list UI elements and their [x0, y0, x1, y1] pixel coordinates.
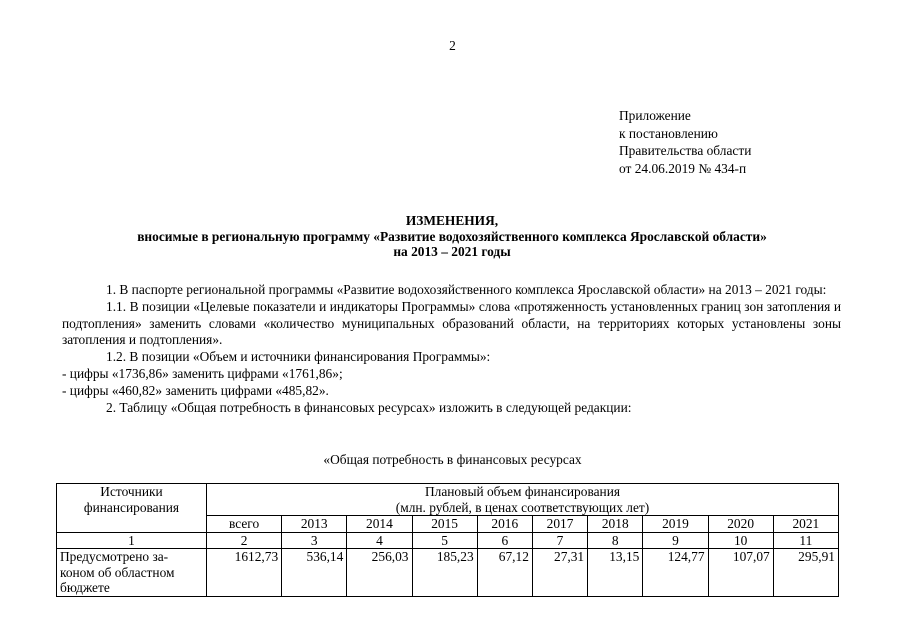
plan-header-line: Плановый объем финансирования — [424, 484, 621, 499]
year-column-header: 2019 — [643, 516, 708, 533]
column-number-cell: 1 — [57, 532, 207, 549]
appendix-block — [619, 107, 751, 177]
plan-header-line: (млн. рублей, в ценах соответствующих лет) — [395, 499, 650, 515]
title-line: ИЗМЕНЕНИЯ, — [405, 213, 499, 228]
year-column-header: 2017 — [532, 516, 587, 533]
appendix-line: Правительства области — [619, 143, 752, 158]
financing-table — [56, 483, 839, 597]
table-body — [57, 532, 839, 596]
appendix-line: от 24.06.2019 № 434-п — [619, 160, 747, 176]
year-column-header: 2015 — [412, 516, 477, 533]
value-cell: 185,23 — [412, 549, 477, 597]
value-cell: 1612,73 — [207, 549, 282, 597]
year-column-header: всего — [207, 516, 282, 533]
column-number-cell: 2 — [207, 532, 282, 549]
paragraph: 1.2. В позиции «Объем и источники финансирования Программы»: — [106, 349, 491, 365]
column-number-cell: 7 — [532, 532, 587, 549]
column-number-cell: 10 — [708, 532, 773, 549]
title-line: на 2013 – 2021 годы — [393, 244, 511, 259]
table-header-row — [57, 484, 839, 516]
table-caption: «Общая потребность в финансовых ресурсах — [323, 452, 582, 467]
column-number-cell: 9 — [643, 532, 708, 549]
table-row — [57, 549, 839, 597]
value-cell: 107,07 — [708, 549, 773, 597]
value-cell: 124,77 — [643, 549, 708, 597]
column-number-cell: 3 — [282, 532, 347, 549]
year-column-header: 2016 — [477, 516, 532, 533]
appendix-line: Приложение — [619, 108, 691, 123]
paragraph: 1. В паспорте региональной программы «Развитие водохозяйственного комплекса Ярославской области» на 2013 – 2021 годы: — [106, 282, 827, 297]
paragraph: 2. Таблицу «Общая потребность в финансовых ресурсах» изложить в следующей редакции: — [106, 399, 632, 415]
year-column-header: 2014 — [347, 516, 412, 533]
appendix-line: к постановлению — [619, 125, 718, 141]
value-cell: 536,14 — [282, 549, 347, 597]
paragraph: - цифры «1736,86» заменить цифрами «1761,86»; — [62, 365, 343, 381]
source-column-header: Источники финансирования — [57, 484, 207, 533]
value-cell: 295,91 — [773, 549, 838, 597]
column-number-cell: 5 — [412, 532, 477, 549]
document-title — [70, 213, 834, 260]
plan-column-header — [207, 484, 839, 516]
value-cell: 256,03 — [347, 549, 412, 597]
column-number-row — [57, 532, 839, 549]
year-column-header: 2020 — [708, 516, 773, 533]
column-number-cell: 6 — [477, 532, 532, 549]
column-number-cell: 8 — [588, 532, 643, 549]
year-column-header: 2018 — [588, 516, 643, 533]
year-column-header: 2013 — [282, 516, 347, 533]
value-cell: 27,31 — [532, 549, 587, 597]
value-cell: 13,15 — [588, 549, 643, 597]
value-cell: 67,12 — [477, 549, 532, 597]
paragraph: - цифры «460,82» заменить цифрами «485,82». — [62, 382, 329, 398]
year-column-header: 2021 — [773, 516, 838, 533]
page-number: 2 — [449, 38, 456, 53]
source-name-cell: Предусмотрено за- коном об областном бюджете — [57, 549, 207, 597]
title-line: вносимые в региональную программу «Развитие водохозяйственного комплекса Ярославской области» — [137, 228, 767, 244]
column-number-cell: 11 — [773, 532, 838, 549]
paragraph: 1.1. В позиции «Целевые показатели и индикаторы Программы» слова «протяженность установленных границ зон затопления и подтопления» заменить словами «количество муниципальных образований области, на территориях которых установлены зоны затопления и подтопления». — [62, 298, 841, 348]
body-text — [62, 282, 841, 416]
column-number-cell: 4 — [347, 532, 412, 549]
